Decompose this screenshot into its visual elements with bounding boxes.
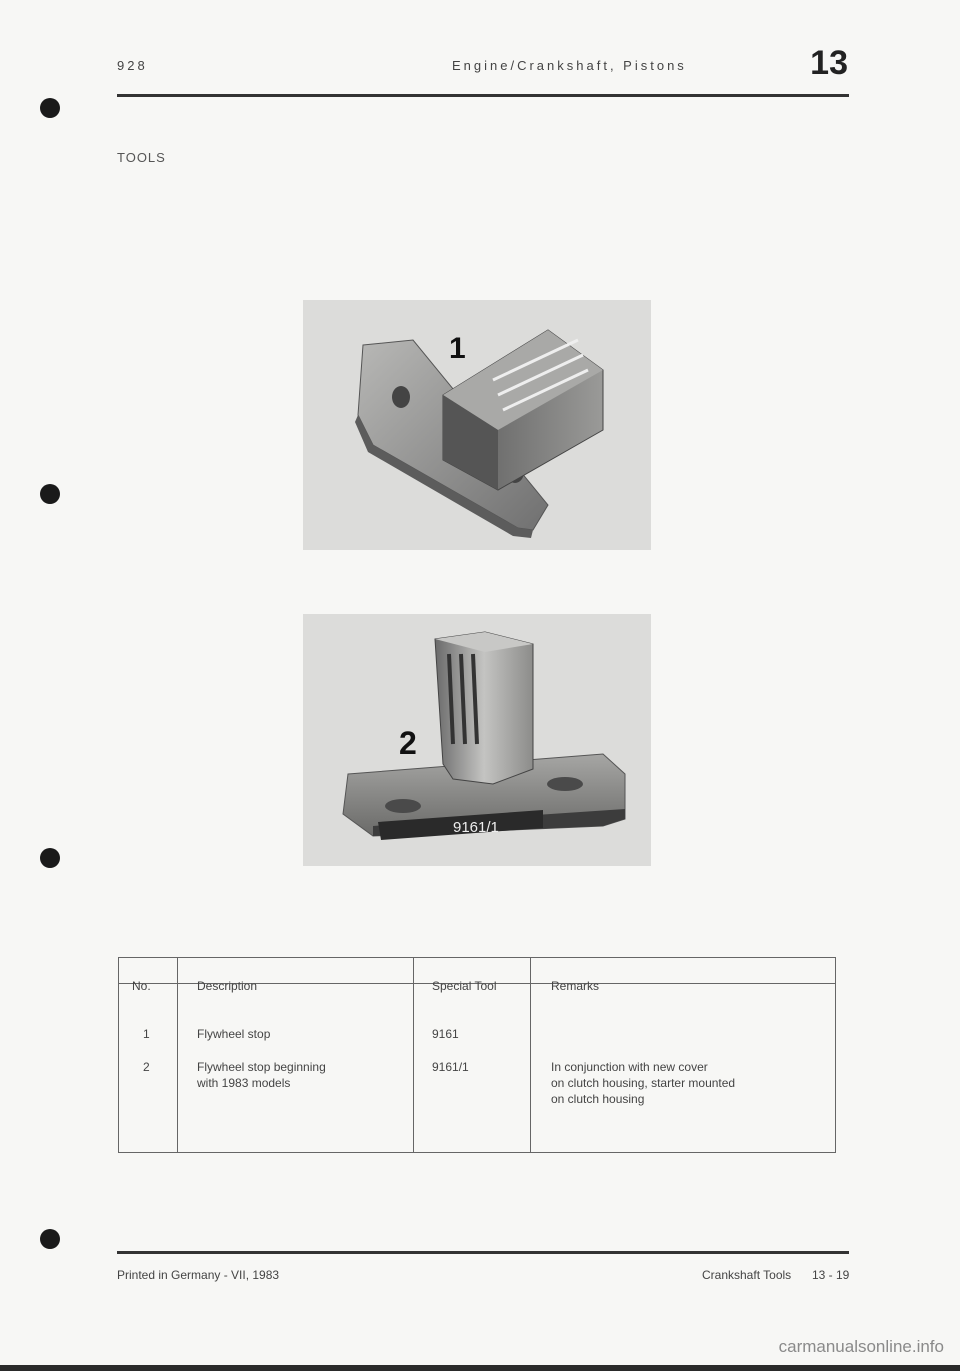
footer-rule [117, 1251, 849, 1254]
tool-photo-1 [303, 300, 651, 550]
watermark: carmanualsonline.info [778, 1337, 944, 1356]
header-model: 928 [117, 58, 148, 73]
tool-marking: 9161/1 [453, 819, 499, 836]
hole-punch [40, 98, 60, 118]
table-header-no: No. [132, 979, 151, 993]
row-remarks: In conjunction with new cover [551, 1060, 708, 1074]
footer-section-name: Crankshaft Tools [702, 1268, 792, 1282]
header-chapter: Engine/Crankshaft, Pistons [452, 58, 687, 73]
flywheel-stop-9161-1-illustration [303, 614, 651, 866]
table-column-divider [530, 958, 531, 1152]
table-column-divider [413, 958, 414, 1152]
section-title: TOOLS [117, 150, 166, 165]
row-remarks-cont: on clutch housing, starter mounted [551, 1076, 736, 1090]
footer-page-number: 13 - 19 [812, 1268, 850, 1282]
footer-printed: Printed in Germany - VII, 1983 [117, 1268, 280, 1282]
row-special-tool: 9161 [432, 1027, 459, 1041]
row-no: 1 [143, 1027, 150, 1041]
figure-label-1: 1 [449, 332, 466, 365]
figure-label-2: 2 [399, 725, 417, 761]
bottom-edge [0, 1365, 960, 1371]
hole-punch [40, 1229, 60, 1249]
flywheel-stop-illustration [303, 300, 651, 550]
table-column-divider [177, 958, 178, 1152]
table-header-description: Description [197, 979, 258, 993]
tool-photo-2 [303, 614, 651, 866]
hole-punch [40, 848, 60, 868]
hole-punch [40, 484, 60, 504]
row-description: Flywheel stop beginning [197, 1060, 326, 1074]
row-remarks-cont: on clutch housing [551, 1092, 645, 1106]
table-header-remarks: Remarks [551, 979, 600, 993]
row-no: 2 [143, 1060, 150, 1074]
table-header-special-tool: Special Tool [432, 979, 497, 993]
header-group-number: 13 [810, 44, 848, 82]
row-special-tool: 9161/1 [432, 1060, 469, 1074]
header-rule [117, 94, 849, 97]
row-description-cont: with 1983 models [197, 1076, 291, 1090]
row-description: Flywheel stop [197, 1027, 271, 1041]
